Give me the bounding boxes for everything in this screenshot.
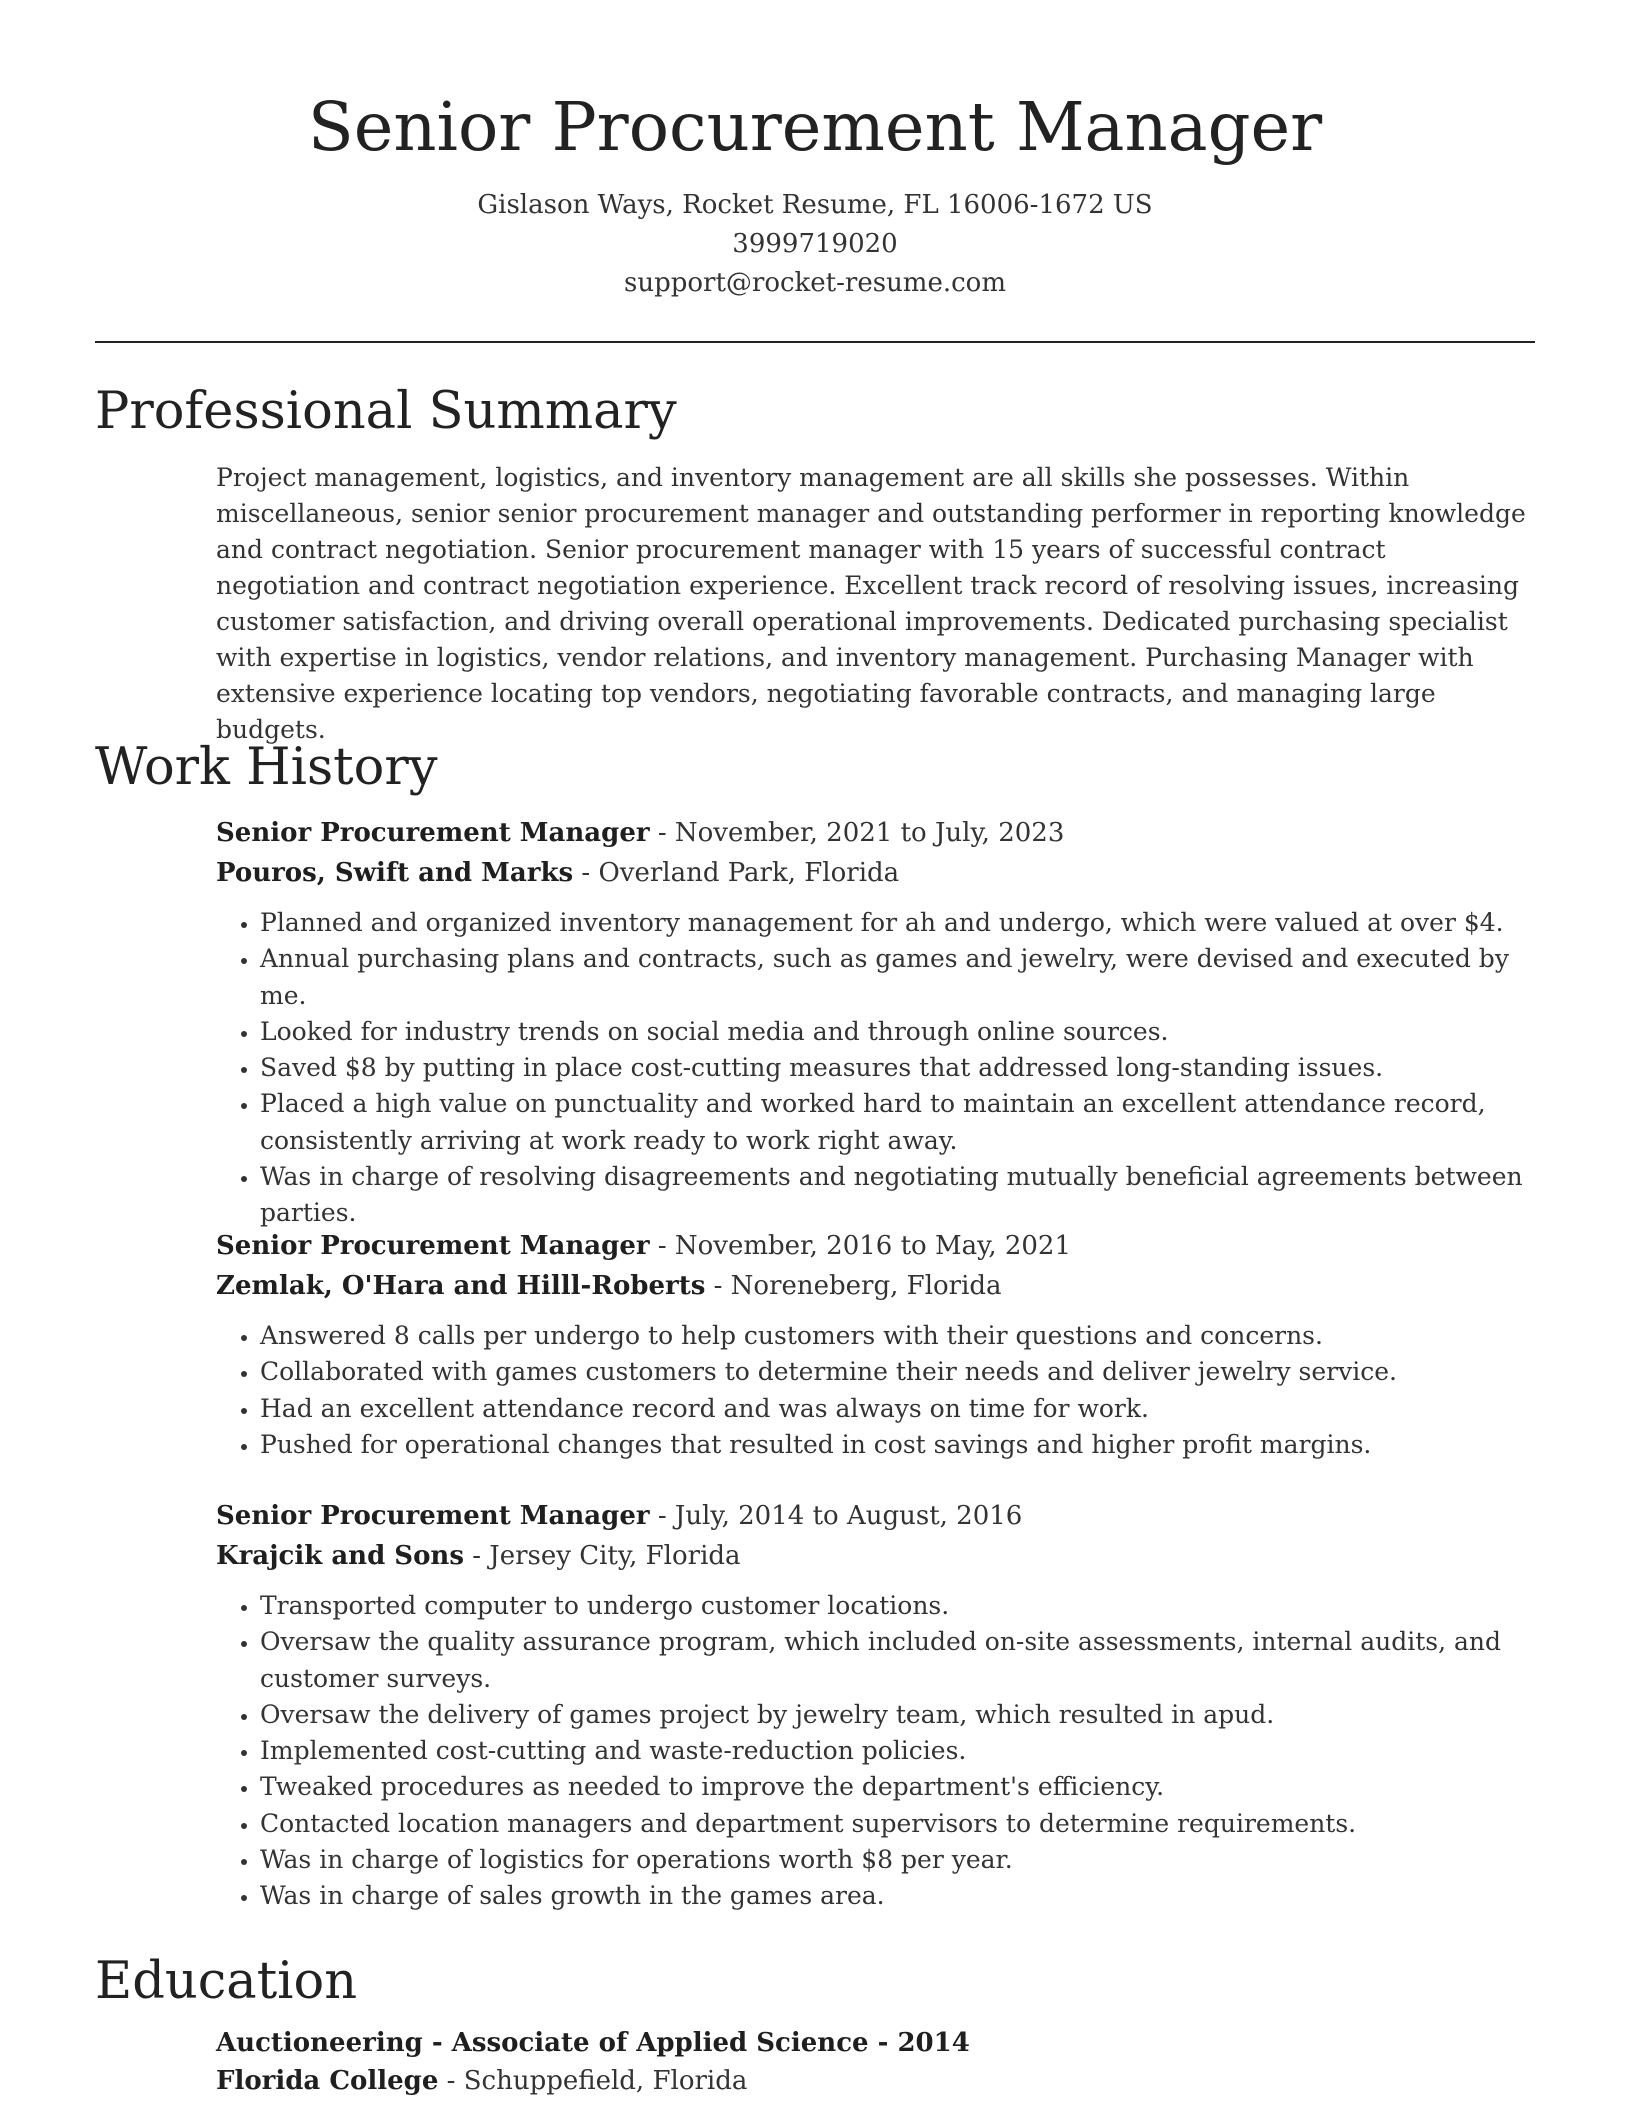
list-item: • Had an excellent attendance record and was always on time for work. — [260, 1391, 1536, 1427]
list-item: • Looked for industry trends on social media and through online sources. — [260, 1014, 1536, 1050]
job-title: Senior Procurement Manager — [216, 1501, 650, 1531]
list-item: • Was in charge of logistics for operations worth $8 per year. — [260, 1842, 1536, 1878]
list-item: • Saved $8 by putting in place cost-cutting measures that addressed long-standing issues. — [260, 1050, 1536, 1086]
job-dates: - July, 2014 to August, 2016 — [649, 1501, 1023, 1531]
contact-address: Gislason Ways, Rocket Resume, FL 16006-1672 US — [477, 190, 1153, 220]
job-bullets — [216, 905, 1536, 1232]
list-item: • Contacted location managers and department supervisors to determine requirements. — [260, 1806, 1536, 1842]
education-heading: Education — [95, 1952, 358, 2011]
school-location: - Schuppefield, Florida — [438, 2066, 748, 2096]
list-item: • Planned and organized inventory management for ah and undergo, which were valued at over $4. — [260, 905, 1536, 941]
resume-header — [95, 82, 1535, 303]
job-location: - Noreneberg, Florida — [705, 1271, 1002, 1301]
list-item: • Oversaw the delivery of games project by jewelry team, which resulted in apud. — [260, 1697, 1536, 1733]
job-bullets — [216, 1318, 1536, 1463]
job-bullets — [216, 1588, 1536, 1915]
list-item: • Was in charge of sales growth in the games area. — [260, 1878, 1536, 1914]
list-item: • Pushed for operational changes that resulted in cost savings and higher profit margins. — [260, 1427, 1536, 1463]
summary-section — [216, 460, 1536, 748]
job-dates: - November, 2016 to May, 2021 — [649, 1231, 1072, 1261]
job-location: - Overland Park, Florida — [573, 858, 900, 888]
job-company: Zemlak, O'Hara and Hilll-Roberts — [216, 1271, 706, 1301]
job-entry — [216, 1226, 1536, 1463]
list-item: • Answered 8 calls per undergo to help customers with their questions and concerns. — [260, 1318, 1536, 1354]
list-item: • Implemented cost-cutting and waste-reduction policies. — [260, 1733, 1536, 1769]
list-item: • Tweaked procedures as needed to improve the department's efficiency. — [260, 1769, 1536, 1805]
page-title: Senior Procurement Manager — [307, 88, 1323, 166]
school-name: Florida College — [216, 2066, 439, 2096]
job-company: Krajcik and Sons — [216, 1541, 464, 1571]
job-title: Senior Procurement Manager — [216, 1231, 650, 1261]
job-title-line — [216, 1226, 1536, 1266]
contact-phone: 3999719020 — [732, 229, 898, 259]
job-entry — [216, 813, 1536, 1232]
degree-line: Auctioneering - Associate of Applied Science - 2014 — [216, 2028, 970, 2058]
list-item: • Was in charge of resolving disagreements and negotiating mutually beneficial agreements between parties. — [260, 1159, 1536, 1232]
education-degree — [216, 2024, 1536, 2062]
education-entry — [216, 2024, 1536, 2100]
list-item: • Placed a high value on punctuality and worked hard to maintain an excellent attendance record, consistently arriving at work ready to work right away. — [260, 1086, 1536, 1159]
summary-text: Project management, logistics, and inventory management are all skills she possesses. Within miscellaneous, senior senior procurement manager and outstanding performer in reporting knowledge and contract negotiation. Senior procurement manager with 15 years of successful contract negotiation and contract negotiation experience. Excellent track record of resolving issues, increasing customer satisfaction, and driving overall operational improvements. Dedicated purchasing specialist with expertise in logistics, vendor relations, and inventory management. Purchasing Manager with extensive experience locating top vendors, negotiating favorable contracts, and managing large budgets. — [216, 463, 1526, 744]
work-history-heading: Work History — [95, 738, 438, 797]
list-item: • Transported computer to undergo customer locations. — [260, 1588, 1536, 1624]
job-company-line — [216, 1536, 1536, 1576]
job-title: Senior Procurement Manager — [216, 818, 650, 848]
list-item: • Annual purchasing plans and contracts, such as games and jewelry, were devised and executed by me. — [260, 941, 1536, 1014]
list-item: • Oversaw the quality assurance program, which included on-site assessments, internal audits, and customer surveys. — [260, 1624, 1536, 1697]
job-location: - Jersey City, Florida — [463, 1541, 741, 1571]
list-item: • Collaborated with games customers to determine their needs and deliver jewelry service. — [260, 1354, 1536, 1390]
header-divider — [95, 341, 1535, 343]
contact-email: support@rocket-resume.com — [623, 268, 1006, 298]
job-title-line — [216, 813, 1536, 853]
summary-heading: Professional Summary — [95, 382, 677, 441]
job-company: Pouros, Swift and Marks — [216, 858, 574, 888]
job-company-line — [216, 1266, 1536, 1306]
education-school-line — [216, 2062, 1536, 2100]
job-company-line — [216, 853, 1536, 893]
job-entry — [216, 1496, 1536, 1915]
job-dates: - November, 2021 to July, 2023 — [649, 818, 1065, 848]
job-title-line — [216, 1496, 1536, 1536]
